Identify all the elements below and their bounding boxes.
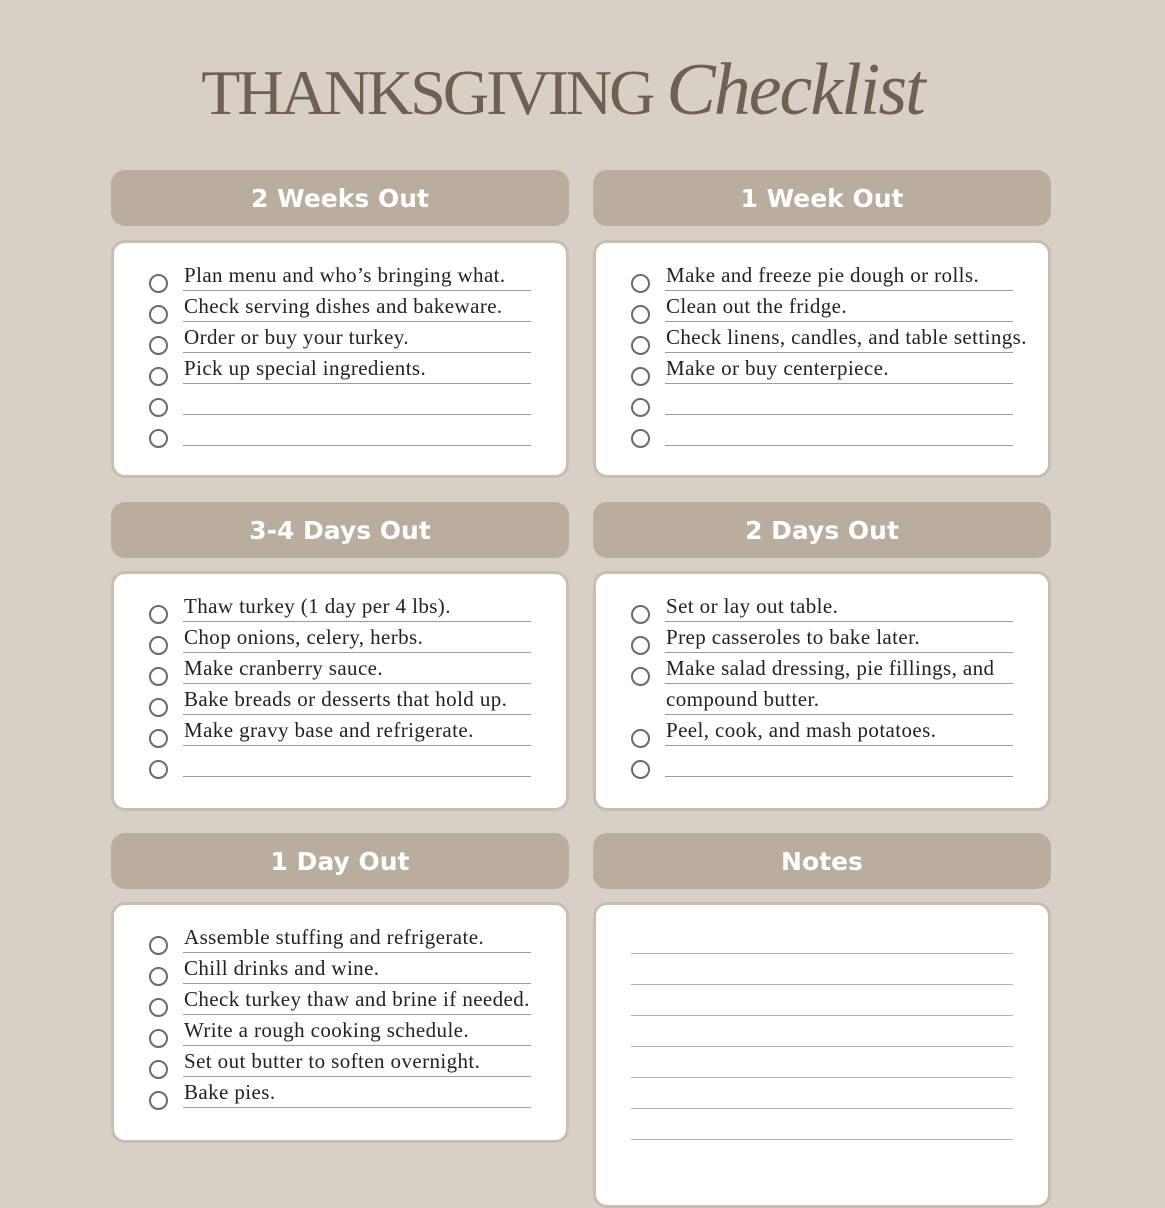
- write-line[interactable]: [183, 445, 531, 446]
- checkbox[interactable]: [631, 429, 650, 448]
- section-one-week: [593, 170, 1051, 380]
- section-heading: 2 Days Out: [593, 502, 1051, 558]
- write-line: [183, 1014, 531, 1015]
- title-main: THANKSGIVING: [201, 57, 653, 128]
- checkbox[interactable]: [631, 398, 650, 417]
- notes-line[interactable]: [631, 1046, 1013, 1047]
- section-heading: 2 Weeks Out: [111, 170, 569, 226]
- checkbox[interactable]: [149, 1091, 168, 1110]
- checklist-item: [596, 323, 1048, 354]
- item-text: Make gravy base and refrigerate.: [184, 718, 474, 742]
- checklist: [114, 923, 566, 1109]
- write-line: [183, 1076, 531, 1077]
- checklist-item: [114, 923, 566, 954]
- item-text: Prep casseroles to bake later.: [666, 625, 920, 649]
- checkbox[interactable]: [149, 667, 168, 686]
- section-heading: 1 Week Out: [593, 170, 1051, 226]
- write-line: [183, 952, 531, 953]
- checkbox[interactable]: [149, 967, 168, 986]
- item-text: Make and freeze pie dough or rolls.: [666, 263, 980, 287]
- checkbox[interactable]: [631, 667, 650, 686]
- item-text: Peel, cook, and mash potatoes.: [666, 718, 937, 742]
- checklist: [114, 592, 566, 778]
- write-line[interactable]: [665, 445, 1013, 446]
- item-text: compound butter.: [666, 687, 820, 711]
- section-heading: 3-4 Days Out: [111, 502, 569, 558]
- checklist-box: [593, 240, 1051, 478]
- write-line: [665, 714, 1013, 715]
- item-text: Set or lay out table.: [666, 594, 839, 618]
- item-text: Check linens, candles, and table settings.: [666, 325, 1027, 349]
- write-line: [183, 383, 531, 384]
- item-text: Clean out the fridge.: [666, 294, 848, 318]
- checkbox[interactable]: [149, 698, 168, 717]
- checkbox[interactable]: [631, 636, 650, 655]
- checklist-item-continuation: [596, 685, 1048, 716]
- checkbox[interactable]: [149, 936, 168, 955]
- checkbox[interactable]: [149, 367, 168, 386]
- checklist-item: [114, 261, 566, 292]
- checklist: [596, 592, 1048, 778]
- write-line: [665, 383, 1013, 384]
- checklist-item: [114, 385, 566, 416]
- write-line: [665, 745, 1013, 746]
- checklist-item: [114, 1078, 566, 1109]
- notes-line[interactable]: [631, 1139, 1013, 1140]
- checkbox[interactable]: [631, 760, 650, 779]
- notes-line[interactable]: [631, 984, 1013, 985]
- checklist-item: [114, 623, 566, 654]
- section-heading: 1 Day Out: [111, 833, 569, 889]
- notes-line[interactable]: [631, 1015, 1013, 1016]
- checkbox[interactable]: [631, 336, 650, 355]
- section-two-days: [593, 502, 1051, 742]
- checklist-item: [596, 592, 1048, 623]
- checklist-item: [596, 623, 1048, 654]
- checklist-item: [114, 716, 566, 747]
- checklist-item: [114, 416, 566, 447]
- checklist-box: [593, 571, 1051, 811]
- checkbox[interactable]: [149, 1029, 168, 1048]
- item-text: Check turkey thaw and brine if needed.: [184, 987, 530, 1011]
- checklist-item: [596, 654, 1048, 685]
- write-line: [183, 290, 531, 291]
- write-line: [183, 1045, 531, 1046]
- item-text: Make cranberry sauce.: [184, 656, 384, 680]
- checklist-item: [596, 716, 1048, 747]
- item-text: Chop onions, celery, herbs.: [184, 625, 424, 649]
- checklist-item: [596, 747, 1048, 778]
- item-text: Bake breads or desserts that hold up.: [184, 687, 508, 711]
- write-line: [183, 714, 531, 715]
- notes-line[interactable]: [631, 953, 1013, 954]
- notes-box: [593, 902, 1051, 1208]
- write-line[interactable]: [665, 414, 1013, 415]
- write-line: [183, 321, 531, 322]
- section-two-weeks: [111, 170, 569, 380]
- item-text: Chill drinks and wine.: [184, 956, 380, 980]
- write-line: [665, 321, 1013, 322]
- checklist-item: [114, 1016, 566, 1047]
- write-line: [665, 621, 1013, 622]
- checkbox[interactable]: [149, 1060, 168, 1079]
- checkbox[interactable]: [149, 729, 168, 748]
- checklist-item: [114, 747, 566, 778]
- checkbox[interactable]: [631, 367, 650, 386]
- item-text: Make or buy centerpiece.: [666, 356, 889, 380]
- notes-heading: Notes: [593, 833, 1051, 889]
- write-line: [183, 621, 531, 622]
- write-line: [665, 683, 1013, 684]
- checklist-item: [596, 416, 1048, 447]
- item-text: Set out butter to soften overnight.: [184, 1049, 481, 1073]
- checkbox[interactable]: [149, 274, 168, 293]
- write-line: [183, 983, 531, 984]
- item-text: Bake pies.: [184, 1080, 276, 1104]
- checklist-item: [596, 354, 1048, 385]
- write-line: [665, 290, 1013, 291]
- page-title: [0, 48, 1125, 133]
- checklist-box: [111, 571, 569, 811]
- write-line: [183, 683, 531, 684]
- write-line[interactable]: [183, 414, 531, 415]
- section-one-day: [111, 833, 569, 1104]
- checkbox[interactable]: [149, 305, 168, 324]
- notes-line[interactable]: [631, 1077, 1013, 1078]
- checklist-item: [114, 654, 566, 685]
- checkbox[interactable]: [149, 636, 168, 655]
- checkbox[interactable]: [631, 305, 650, 324]
- item-text: Thaw turkey (1 day per 4 lbs).: [184, 594, 451, 618]
- write-line: [665, 652, 1013, 653]
- checklist-item: [114, 323, 566, 354]
- write-line[interactable]: [183, 776, 531, 777]
- checkbox[interactable]: [631, 605, 650, 624]
- item-text: Pick up special ingredients.: [184, 356, 427, 380]
- write-line: [183, 745, 531, 746]
- checklist: [596, 261, 1048, 447]
- checkbox[interactable]: [149, 398, 168, 417]
- checklist-item: [596, 292, 1048, 323]
- item-text: Plan menu and who’s bringing what.: [184, 263, 506, 287]
- checkbox[interactable]: [149, 760, 168, 779]
- checklist-item: [114, 954, 566, 985]
- write-line: [183, 1107, 531, 1108]
- title-accent: Checklist: [666, 49, 924, 131]
- checklist-item: [114, 685, 566, 716]
- write-line: [183, 652, 531, 653]
- checkbox[interactable]: [149, 605, 168, 624]
- checklist-item: [114, 985, 566, 1016]
- checklist: [114, 261, 566, 447]
- section-three-four-days: [111, 502, 569, 742]
- checklist-item: [596, 261, 1048, 292]
- checkbox[interactable]: [631, 274, 650, 293]
- notes-line[interactable]: [631, 1108, 1013, 1109]
- write-line[interactable]: [665, 776, 1013, 777]
- checklist-box: [111, 240, 569, 478]
- checkbox[interactable]: [149, 429, 168, 448]
- checkbox[interactable]: [631, 729, 650, 748]
- checklist-item: [596, 385, 1048, 416]
- checklist-item: [114, 1047, 566, 1078]
- item-text: Order or buy your turkey.: [184, 325, 409, 349]
- checklist-item: [114, 592, 566, 623]
- item-text: Check serving dishes and bakeware.: [184, 294, 503, 318]
- write-line: [183, 352, 531, 353]
- checkbox[interactable]: [149, 998, 168, 1017]
- checklist-box: [111, 902, 569, 1143]
- checkbox[interactable]: [149, 336, 168, 355]
- write-line: [665, 352, 1013, 353]
- checklist-item: [114, 292, 566, 323]
- item-text: Make salad dressing, pie fillings, and: [666, 656, 995, 680]
- section-notes: [593, 833, 1051, 889]
- checklist-item: [114, 354, 566, 385]
- item-text: Assemble stuffing and refrigerate.: [184, 925, 485, 949]
- item-text: Write a rough cooking schedule.: [184, 1018, 470, 1042]
